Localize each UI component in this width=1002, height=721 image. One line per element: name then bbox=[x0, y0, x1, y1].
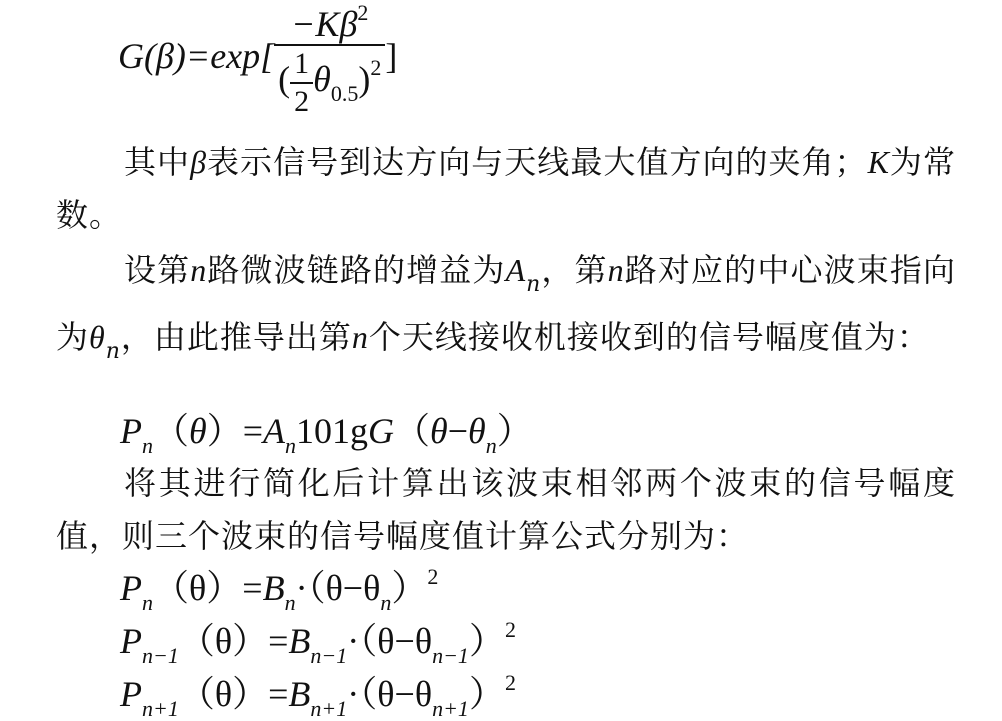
pn-theta1: θ bbox=[430, 411, 448, 451]
b0-P: P bbox=[120, 568, 142, 608]
formula-pn-gain bbox=[120, 413, 533, 457]
pn-rparen: ） bbox=[206, 411, 243, 451]
pn-101g: 101g bbox=[296, 411, 369, 451]
b1-B: B bbox=[288, 621, 311, 661]
half-denominator: 2 bbox=[294, 84, 310, 118]
b1-th-sub: n−1 bbox=[432, 643, 469, 668]
pn-equals: = bbox=[242, 411, 264, 451]
formula-lhs: G(β)=exp[ bbox=[118, 35, 275, 76]
p1-text-c: 为常数。 bbox=[56, 143, 956, 234]
formula-close-bracket: ] bbox=[385, 35, 398, 76]
den-open-paren: ( bbox=[278, 58, 291, 99]
b2-B-sub: n+1 bbox=[310, 696, 348, 721]
numerator-exponent: 2 bbox=[357, 0, 369, 25]
b1-P-sub: n−1 bbox=[142, 643, 179, 668]
formula-beam-n-plus-1 bbox=[120, 672, 516, 720]
pn-A-sub: n bbox=[285, 433, 297, 458]
b0-sup: 2 bbox=[427, 564, 439, 589]
p1-beta: β bbox=[190, 144, 207, 180]
den-theta: θ bbox=[313, 58, 331, 99]
b0-arg: （θ） bbox=[153, 568, 243, 608]
numerator-text: −Kβ bbox=[291, 4, 358, 44]
b2-sup: 2 bbox=[504, 670, 516, 695]
b0-dot: · bbox=[295, 568, 308, 608]
paragraph-angle-definition bbox=[56, 136, 956, 242]
formula-fraction bbox=[274, 2, 385, 117]
b2-B: B bbox=[288, 674, 311, 714]
half-fraction bbox=[290, 48, 313, 117]
pn-lparen2: （ bbox=[394, 411, 431, 451]
b0-P-sub: n bbox=[142, 590, 153, 615]
p2-A-sub: n bbox=[526, 272, 542, 297]
fraction-denominator bbox=[274, 46, 385, 117]
b2-th-sub: n+1 bbox=[432, 696, 469, 721]
pn-theta2: θ bbox=[468, 411, 486, 451]
p2-text-a: 设第 bbox=[124, 251, 191, 289]
p1-text-b: 表示信号到达方向与天线最大值方向的夹角； bbox=[207, 143, 868, 181]
paragraph-simplification: 将其进行简化后计算出该波束相邻两个波束的信号幅度值，则三个波束的信号幅度值计算公式分别为： bbox=[56, 464, 956, 555]
b1-rp: ） bbox=[468, 621, 505, 661]
p2-text-f: 个天线接收机接收到的信号幅度值为： bbox=[368, 318, 930, 356]
paragraph-gain-definition bbox=[56, 244, 956, 378]
pn-P-sub: n bbox=[142, 433, 153, 458]
formula-beam-n bbox=[120, 566, 438, 614]
p2-text-b: 路微波链路的增益为 bbox=[207, 251, 506, 289]
pn-A: A bbox=[263, 411, 286, 451]
p2-text-c: ，第 bbox=[541, 251, 608, 289]
b2-P: P bbox=[120, 674, 142, 714]
b2-dot: · bbox=[347, 674, 360, 714]
p2-theta-sub: n bbox=[105, 339, 121, 364]
p2-n3: n bbox=[351, 319, 369, 355]
pn-theta: θ bbox=[189, 411, 207, 451]
half-numerator: 1 bbox=[290, 48, 313, 84]
pn-rparen2: ） bbox=[496, 411, 533, 451]
b1-arg: （θ） bbox=[178, 621, 269, 661]
fraction-numerator bbox=[274, 2, 385, 46]
pn-minus: − bbox=[447, 411, 469, 451]
b2-rp: ） bbox=[468, 674, 505, 714]
p2-theta: θ bbox=[89, 319, 106, 355]
b0-th-sub: n bbox=[380, 590, 392, 615]
b0-B-sub: n bbox=[284, 590, 296, 615]
pn-lparen: （ bbox=[153, 411, 190, 451]
p1-k: K bbox=[867, 144, 890, 180]
p2-text-d: 路对应的中心波束指向为 bbox=[56, 251, 956, 356]
b2-P-sub: n+1 bbox=[142, 696, 179, 721]
pn-theta2-sub: n bbox=[485, 433, 497, 458]
b0-eq: = bbox=[242, 568, 263, 608]
p2-A: A bbox=[505, 252, 527, 288]
b2-eq: = bbox=[268, 674, 289, 714]
den-close-paren: ) bbox=[358, 58, 371, 99]
b1-dot: · bbox=[347, 621, 360, 661]
p1-text-a: 其中 bbox=[124, 143, 191, 181]
den-exponent: 2 bbox=[370, 54, 382, 80]
pn-P: P bbox=[120, 411, 142, 451]
b1-lp: （θ−θ bbox=[359, 621, 433, 661]
p2-text-e: ，由此推导出第 bbox=[120, 318, 352, 356]
b0-rp: ） bbox=[391, 568, 428, 608]
b1-eq: = bbox=[268, 621, 289, 661]
p2-n1: n bbox=[190, 252, 208, 288]
b1-B-sub: n−1 bbox=[310, 643, 348, 668]
b1-P: P bbox=[120, 621, 142, 661]
den-theta-subscript: 0.5 bbox=[330, 80, 359, 106]
b0-B: B bbox=[262, 568, 285, 608]
b2-lp: （θ−θ bbox=[359, 674, 433, 714]
formula-gain-pattern bbox=[118, 2, 397, 117]
p2-n2: n bbox=[607, 252, 625, 288]
pn-G: G bbox=[368, 411, 395, 451]
b0-lp: （θ−θ bbox=[307, 568, 381, 608]
b1-sup: 2 bbox=[504, 617, 516, 642]
b2-arg: （θ） bbox=[178, 674, 269, 714]
formula-beam-n-minus-1 bbox=[120, 619, 516, 667]
